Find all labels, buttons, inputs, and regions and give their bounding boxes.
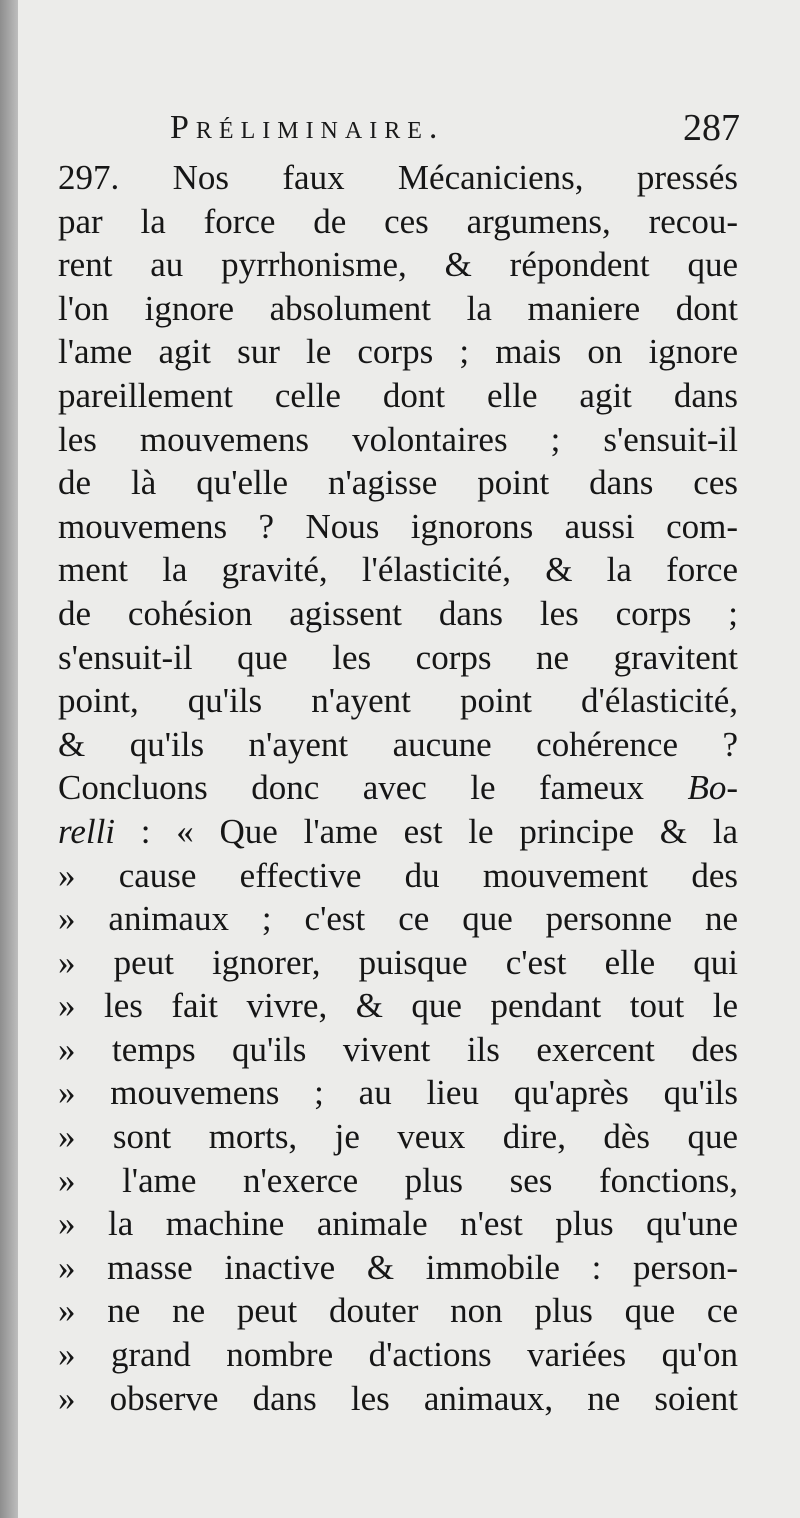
quoted-line: » temps qu'ils vivent ils exercent des: [58, 1029, 738, 1069]
page-number: 287: [683, 107, 740, 149]
text-line: ment la gravité, l'élasticité, & la force: [58, 550, 738, 590]
quoted-line: » ne ne peut douter non plus que ce: [58, 1291, 738, 1331]
text-line: pareillement celle dont elle agit dans: [58, 375, 738, 415]
text-line: s'ensuit-il que les corps ne gravitent: [58, 637, 738, 677]
quoted-line: » la machine animale n'est plus qu'une: [58, 1204, 738, 1244]
author-name-start: Bo-: [687, 768, 738, 808]
quoted-line: » les fait vivre, & que pendant tout le: [58, 986, 738, 1026]
quoted-line: » masse inactive & immobile : person-: [58, 1247, 738, 1287]
text-fragment: Concluons donc avec le fameux: [58, 768, 688, 808]
text-line: & qu'ils n'ayent aucune cohérence ?: [58, 724, 738, 764]
text-line: par la force de ces argumens, recou-: [58, 201, 738, 241]
author-name-end: relli: [58, 811, 116, 851]
text-line-borelli: [58, 766, 738, 810]
body-text: [58, 156, 738, 1420]
text-line: l'ame agit sur le corps ; mais on ignore: [58, 332, 738, 372]
page-header: [150, 100, 740, 160]
quoted-line: » l'ame n'exerce plus ses fonctions,: [58, 1160, 738, 1200]
text-line: point, qu'ils n'ayent point d'élasticité,: [58, 681, 738, 721]
text-line: 297. Nos faux Mécaniciens, pressés: [58, 158, 738, 197]
quoted-line: » grand nombre d'actions variées qu'on: [58, 1335, 738, 1375]
text-line: les mouvemens volontaires ; s'ensuit-il: [58, 419, 738, 459]
text-line: rent au pyrrhonisme, & répondent que: [58, 245, 738, 285]
text-line: mouvemens ? Nous ignorons aussi com-: [58, 506, 738, 546]
text-line: de cohésion agissent dans les corps ;: [58, 593, 738, 633]
page-gutter: [0, 0, 18, 1518]
quoted-line: » observe dans les animaux, ne soient: [58, 1378, 738, 1418]
quoted-line: » mouvemens ; au lieu qu'après qu'ils: [58, 1073, 738, 1113]
text-line-quote-open: [58, 810, 738, 854]
text-line: l'on ignore absolument la maniere dont: [58, 288, 738, 328]
quoted-line: » animaux ; c'est ce que personne ne: [58, 899, 738, 939]
text-line: de là qu'elle n'agisse point dans ces: [58, 463, 738, 503]
quoted-line: » cause effective du mouvement des: [58, 855, 738, 895]
text-fragment: : « Que l'ame est le principe & la: [115, 811, 738, 851]
quoted-line: » sont morts, je veux dire, dès que: [58, 1117, 738, 1157]
quoted-line: » peut ignorer, puisque c'est elle qui: [58, 942, 738, 982]
running-title: Préliminaire.: [170, 109, 445, 146]
